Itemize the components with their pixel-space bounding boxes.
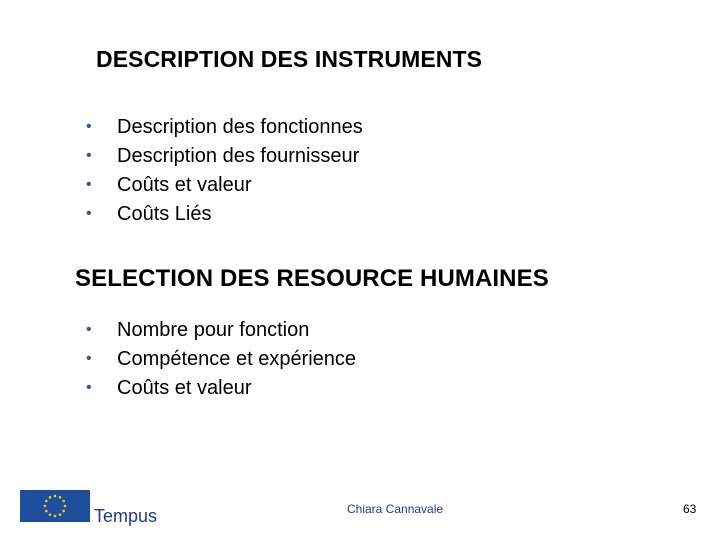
bullet-icon: • [86,379,92,396]
eu-star-icon [49,513,52,516]
bullet-icon: • [86,350,92,367]
eu-star-icon [59,496,62,499]
list-item [86,173,363,202]
eu-star-icon [45,510,48,513]
eu-star-icon [62,500,65,503]
eu-star-icon [64,505,67,508]
list-item-text: Description des fournisseur [117,145,360,167]
author-name: Chiara Cannavale [347,502,444,516]
eu-star-icon [44,505,47,508]
list-item-text: Compétence et expérience [117,348,357,370]
list-item [86,318,356,347]
resources-bullet-list [86,318,356,405]
eu-star-icon [45,500,48,503]
heading-selection-ressources: SELECTION DES RESOURCE HUMAINES [75,265,549,292]
bullet-icon: • [86,321,92,338]
bullet-icon: • [86,176,92,193]
bullet-icon: • [86,205,92,222]
list-item [86,376,356,405]
page-number: 63 [683,502,697,516]
heading-description-instruments: DESCRIPTION DES INSTRUMENTS [96,46,483,72]
list-item-text: Description des fonctionnes [117,116,363,138]
eu-star-icon [54,515,57,518]
list-item [86,144,363,173]
list-item [86,115,363,144]
instruments-bullet-list [86,115,363,231]
list-item-text: Coûts et valeur [117,174,252,196]
tempus-logo [20,490,180,526]
bullet-icon: • [86,147,92,164]
eu-star-icon [54,495,57,498]
list-item-text: Nombre pour fonction [117,319,310,341]
bullet-icon: • [86,118,92,135]
list-item-text: Coûts et valeur [117,377,252,399]
list-item [86,347,356,376]
eu-star-icon [59,513,62,516]
list-item-text: Coûts Liés [117,203,212,225]
tempus-logo-text: Tempus [94,506,158,526]
eu-star-icon [49,496,52,499]
list-item [86,202,363,231]
eu-star-icon [62,510,65,513]
